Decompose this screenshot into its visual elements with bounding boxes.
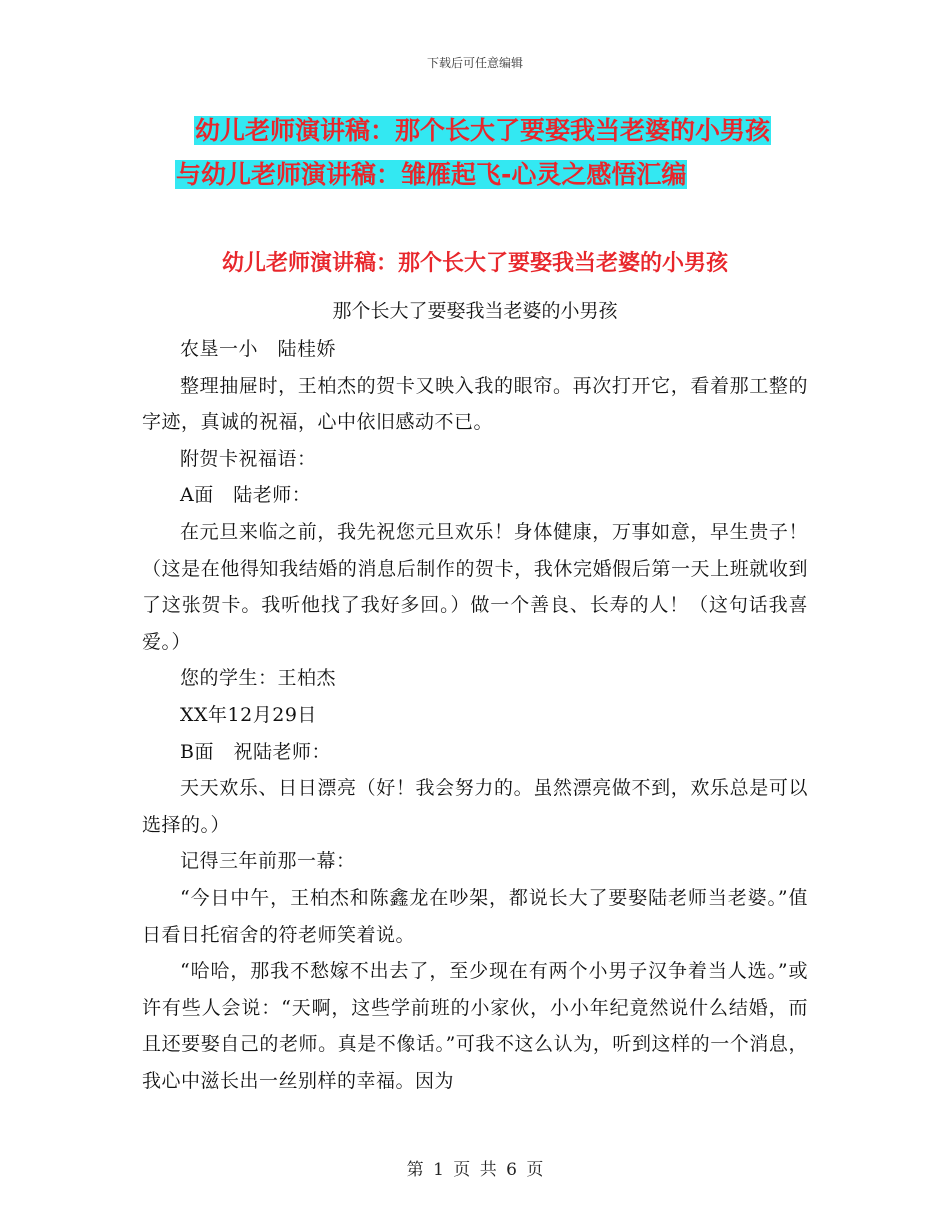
document-title-text-1: 幼儿老师演讲稿：那个长大了要娶我当老婆的小男孩 — [195, 116, 771, 145]
paragraph: 在元旦来临之前，我先祝您元旦欢乐！身体健康，万事如意，早生贵子！（这是在他得知我结婚的消息后制作的贺卡，我休完婚假后第一天上班就收到了这张贺卡。我听他找了我好多回。）做一个善良、长寿的人！（这句话我喜爱。） — [142, 520, 808, 653]
paragraph: B面 祝陆老师： — [180, 740, 331, 763]
document-title-text-2: 与幼儿老师演讲稿：雏雁起飞-心灵之感悟汇编 — [176, 160, 687, 189]
page-header-note: 下载后可任意编辑 — [426, 56, 523, 70]
section-title: 幼儿老师演讲稿：那个长大了要娶我当老婆的小男孩 — [221, 251, 728, 276]
paragraph: “哈哈，那我不愁嫁不出去了，至少现在有两个小男子汉争着当人选。”或许有些人会说：“天啊，这些学前班的小家伙，小小年纪竟然说什么结婚，而且还要娶自己的老师。真是不像话。”可我不这么认为，听到这样的一个消息，我心中滋长出一丝别样的幸福。因为 — [142, 960, 808, 1092]
article-body — [142, 331, 808, 1099]
paragraph: A面 陆老师： — [180, 484, 312, 507]
paragraph: 附贺卡祝福语： — [180, 447, 317, 470]
article-subtitle: 那个长大了要娶我当老婆的小男孩 — [332, 300, 618, 322]
document-title-line-2 — [0, 158, 950, 192]
paragraph: XX年12月29日 — [180, 703, 317, 726]
author-line: 农垦一小 陆桂娇 — [180, 338, 337, 360]
paragraph: 记得三年前那一幕： — [180, 850, 356, 873]
paragraph: “今日中午，王柏杰和陈鑫龙在吵架，都说长大了要娶陆老师当老婆。”值日看日托宿舍的符老师笑着说。 — [142, 886, 808, 946]
paragraph: 天天欢乐、日日漂亮（好！我会努力的。虽然漂亮做不到，欢乐总是可以选择的。） — [142, 777, 808, 836]
document-title-line-1 — [0, 114, 950, 148]
paragraph: 您的学生：王柏杰 — [180, 667, 337, 690]
page-footer: 第 1 页 共 6 页 — [406, 1160, 544, 1180]
paragraph: 整理抽屉时，王柏杰的贺卡又映入我的眼帘。再次打开它，看着那工整的字迹，真诚的祝福，心中依旧感动不已。 — [142, 374, 808, 434]
